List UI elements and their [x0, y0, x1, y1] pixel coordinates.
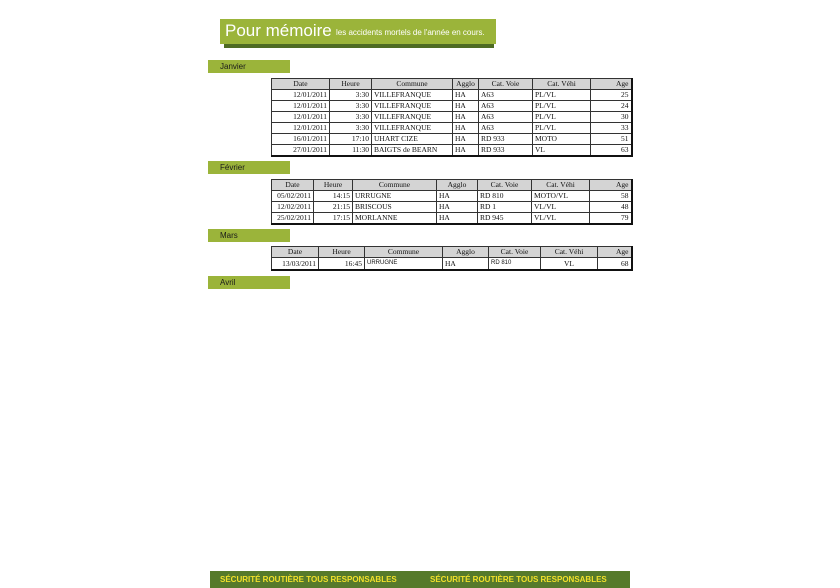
table-row	[272, 134, 632, 145]
column-header-age: Age	[591, 79, 632, 90]
cell-agglo: HA	[453, 112, 479, 123]
title-banner	[220, 19, 496, 44]
table-header-row	[272, 79, 632, 90]
cell-date: 05/02/2011	[272, 191, 314, 202]
column-header-agglo: Agglo	[443, 247, 489, 258]
cell-age: 33	[591, 123, 632, 134]
column-header-commune: Commune	[353, 180, 437, 191]
column-header-agglo: Agglo	[437, 180, 478, 191]
page-subtitle: les accidents mortels de l'année en cours.	[336, 28, 485, 37]
cell-age: 58	[590, 191, 632, 202]
cell-cat-vehi: PL/VL	[533, 101, 591, 112]
cell-commune: VILLEFRANQUE	[372, 101, 453, 112]
column-header-age: Age	[598, 247, 632, 258]
cell-date: 12/01/2011	[272, 90, 330, 101]
cell-commune: BRISCOUS	[353, 202, 437, 213]
cell-commune: VILLEFRANQUE	[372, 112, 453, 123]
cell-agglo: HA	[437, 213, 478, 225]
column-header-cat-voie: Cat. Voie	[479, 79, 533, 90]
table-row	[272, 145, 632, 157]
table-row	[272, 112, 632, 123]
cell-heure: 17:10	[330, 134, 372, 145]
column-header-heure: Heure	[330, 79, 372, 90]
cell-commune: VILLEFRANQUE	[372, 123, 453, 134]
page-title: Pour mémoire	[225, 21, 332, 40]
cell-date: 12/01/2011	[272, 101, 330, 112]
cell-age: 79	[590, 213, 632, 225]
column-header-cat-vehi: Cat. Véhi	[541, 247, 598, 258]
cell-date: 13/03/2011	[272, 258, 319, 271]
month-label-fevrier: Février	[208, 161, 290, 174]
table-row	[272, 191, 632, 202]
footer-slogan-2: SÉCURITÉ ROUTIÈRE TOUS RESPONSABLES	[430, 575, 607, 584]
column-header-heure: Heure	[319, 247, 365, 258]
cell-commune: UHART CIZE	[372, 134, 453, 145]
cell-cat-vehi: PL/VL	[533, 112, 591, 123]
month-label-janvier: Janvier	[208, 60, 290, 73]
column-header-date: Date	[272, 79, 330, 90]
cell-heure: 11:30	[330, 145, 372, 157]
cell-cat-voie: A63	[479, 101, 533, 112]
cell-heure: 16:45	[319, 258, 365, 271]
cell-age: 48	[590, 202, 632, 213]
cell-cat-vehi: PL/VL	[533, 90, 591, 101]
column-header-agglo: Agglo	[453, 79, 479, 90]
table-row	[272, 90, 632, 101]
column-header-age: Age	[590, 180, 632, 191]
column-header-commune: Commune	[372, 79, 453, 90]
column-header-commune: Commune	[365, 247, 443, 258]
cell-agglo: HA	[453, 134, 479, 145]
column-header-date: Date	[272, 180, 314, 191]
cell-date: 12/01/2011	[272, 112, 330, 123]
footer-banner	[210, 571, 630, 588]
cell-heure: 3:30	[330, 112, 372, 123]
cell-heure: 3:30	[330, 101, 372, 112]
column-header-date: Date	[272, 247, 319, 258]
cell-cat-voie: RD 933	[479, 134, 533, 145]
cell-date: 25/02/2011	[272, 213, 314, 225]
cell-agglo: HA	[437, 191, 478, 202]
table-row	[272, 123, 632, 134]
cell-cat-vehi: VL/VL	[532, 213, 590, 225]
cell-age: 25	[591, 90, 632, 101]
cell-age: 68	[598, 258, 632, 271]
cell-cat-voie: A63	[479, 112, 533, 123]
cell-date: 12/01/2011	[272, 123, 330, 134]
cell-commune: VILLEFRANQUE	[372, 90, 453, 101]
table-row	[272, 213, 632, 225]
cell-cat-voie: RD 933	[479, 145, 533, 157]
cell-cat-vehi: VL	[541, 258, 598, 271]
cell-cat-voie: RD 810	[489, 258, 541, 271]
cell-cat-voie: RD 1	[478, 202, 532, 213]
cell-cat-vehi: VL	[533, 145, 591, 157]
cell-age: 63	[591, 145, 632, 157]
cell-date: 16/01/2011	[272, 134, 330, 145]
footer-slogan-1: SÉCURITÉ ROUTIÈRE TOUS RESPONSABLES	[220, 575, 397, 584]
table-mars	[271, 246, 633, 271]
cell-cat-voie: RD 945	[478, 213, 532, 225]
table-row	[272, 101, 632, 112]
cell-agglo: HA	[453, 90, 479, 101]
month-label-avril: Avril	[208, 276, 290, 289]
cell-heure: 17:15	[314, 213, 353, 225]
cell-age: 51	[591, 134, 632, 145]
cell-cat-vehi: PL/VL	[533, 123, 591, 134]
cell-commune: URRUGNE	[353, 191, 437, 202]
cell-agglo: HA	[443, 258, 489, 271]
cell-agglo: HA	[453, 145, 479, 157]
cell-cat-voie: A63	[479, 123, 533, 134]
column-header-cat-vehi: Cat. Véhi	[532, 180, 590, 191]
cell-heure: 3:30	[330, 123, 372, 134]
cell-age: 24	[591, 101, 632, 112]
table-janvier	[271, 78, 633, 157]
cell-commune: URRUGNE	[365, 258, 443, 271]
cell-agglo: HA	[453, 123, 479, 134]
table-row	[272, 202, 632, 213]
table-row	[272, 258, 632, 271]
column-header-heure: Heure	[314, 180, 353, 191]
cell-cat-voie: A63	[479, 90, 533, 101]
month-label-mars: Mars	[208, 229, 290, 242]
cell-agglo: HA	[437, 202, 478, 213]
cell-date: 12/02/2011	[272, 202, 314, 213]
table-header-row	[272, 247, 632, 258]
table-header-row	[272, 180, 632, 191]
cell-date: 27/01/2011	[272, 145, 330, 157]
cell-heure: 3:30	[330, 90, 372, 101]
cell-commune: MORLANNE	[353, 213, 437, 225]
column-header-cat-voie: Cat. Voie	[489, 247, 541, 258]
cell-age: 30	[591, 112, 632, 123]
cell-commune: BAIGTS de BEARN	[372, 145, 453, 157]
cell-heure: 21:15	[314, 202, 353, 213]
column-header-cat-voie: Cat. Voie	[478, 180, 532, 191]
cell-heure: 14:15	[314, 191, 353, 202]
cell-cat-vehi: MOTO/VL	[532, 191, 590, 202]
cell-cat-vehi: VL/VL	[532, 202, 590, 213]
cell-cat-voie: RD 810	[478, 191, 532, 202]
cell-cat-vehi: MOTO	[533, 134, 591, 145]
column-header-cat-vehi: Cat. Véhi	[533, 79, 591, 90]
cell-agglo: HA	[453, 101, 479, 112]
table-fevrier	[271, 179, 633, 225]
